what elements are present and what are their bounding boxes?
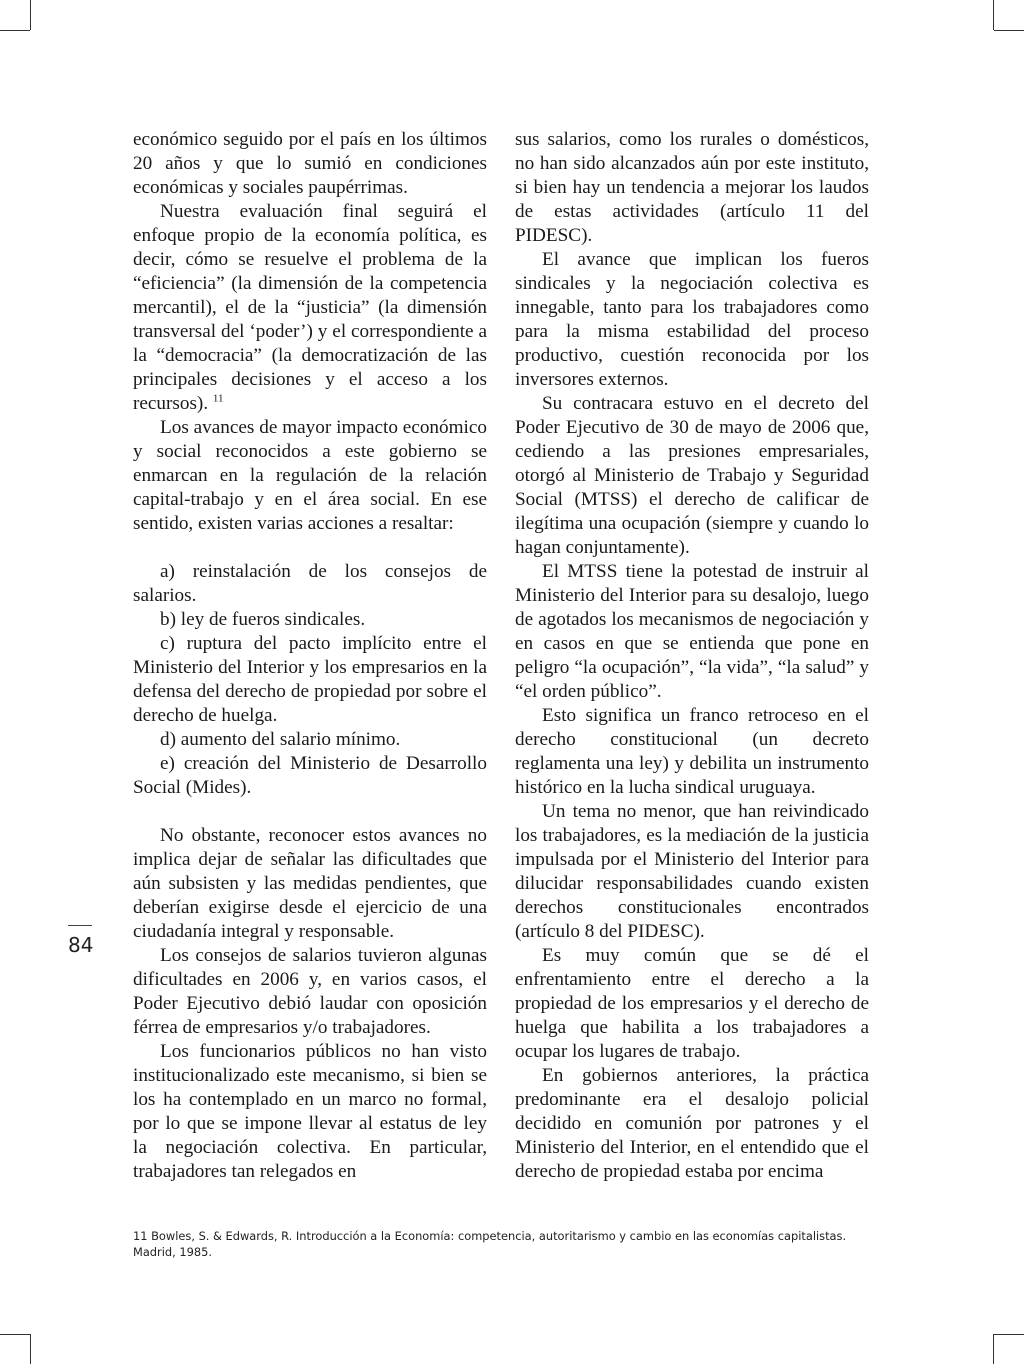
paragraph: Los avances de mayor impacto económico y social reconocidos a este gobierno se enmarcan en la regulación de la relación capital-trabajo y en el área social. En ese sentido, existen varias acciones a resaltar:	[133, 417, 487, 534]
page-number: 84	[68, 933, 94, 957]
paragraph: El avance que implican los fueros sindicales y la negociación colectiva es innegable, tanto para los trabajadores como para la misma estabilidad del proceso productivo, cuestión reconocida por los inversores externos.	[515, 249, 869, 390]
list-item: b) ley de fueros sindicales.	[160, 609, 366, 630]
footnote: 11 Bowles, S. & Edwards, R. Introducción a la Economía: competencia, autoritarismo y cambio en las economías capitalistas. Madrid, 1985.	[133, 1229, 847, 1259]
list-item: c) ruptura del pacto implícito entre el Ministerio del Interior y los empresarios en la defensa del derecho de propiedad por sobre el derecho de huelga.	[133, 633, 487, 726]
crop-mark	[994, 1334, 1024, 1335]
paragraph: Esto significa un franco retroceso en el derecho constitucional (un decreto reglamenta una ley) y debilita un instrumento histórico en la lucha sindical uruguaya.	[515, 705, 869, 798]
paragraph: Los funcionarios públicos no han visto institucionalizado este mecanismo, si bien se los ha contemplado en un marco no formal, por lo que se impone llevar al estatus de ley la negociación colectiva. En particular, trabajadores tan relegados en	[133, 1041, 487, 1182]
paragraph: Su contracara estuvo en el decreto del Poder Ejecutivo de 30 de mayo de 2006 que, cediendo a las presiones empresariales, otorgó al Ministerio de Trabajo y Seguridad Social (MTSS) el derecho de calificar de ilegítima una ocupación (siempre y cuando lo hagan conjuntamente).	[515, 393, 869, 558]
paragraph-text: Nuestra evaluación final seguirá el enfoque propio de la economía política, es decir, cómo se resuelve el problema de la “eficiencia” (la dimensión de la competencia mercantil), el de la “justicia” (la dimensión transversal del ‘poder’) y el correspondiente a la “democracia” (la democratización de las principales decisiones y el acceso a los recursos).	[133, 201, 487, 414]
paragraph: sus salarios, como los rurales o domésticos, no han sido alcanzados aún por este instituto, si bien hay un tendencia a mejorar los laudos de estas actividades (artículo 11 del PIDESC).	[515, 129, 869, 246]
crop-mark	[993, 0, 994, 30]
page-number-rule	[68, 925, 92, 926]
left-column	[133, 128, 487, 1184]
paragraph	[133, 200, 487, 416]
paragraph: Es muy común que se dé el enfrentamiento entre el derecho a la propiedad de los empresarios y el derecho de huelga que habilita a los trabajadores a ocupar los lugares de trabajo.	[515, 945, 869, 1062]
paragraph: No obstante, reconocer estos avances no implica dejar de señalar las dificultades que aún subsisten y las medidas pendientes, que deberían exigirse desde el ejercicio de una ciudadanía integral y responsable.	[133, 825, 487, 942]
paragraph: Los consejos de salarios tuvieron algunas dificultades en 2006 y, en varios casos, el Poder Ejecutivo debió laudar con oposición férrea de empresarios y/o trabajadores.	[133, 945, 487, 1038]
list-item: a) reinstalación de los consejos de salarios.	[133, 561, 487, 606]
crop-mark	[993, 1334, 994, 1364]
crop-mark	[0, 1334, 30, 1335]
list-item: d) aumento del salario mínimo.	[160, 729, 401, 750]
paragraph: El MTSS tiene la potestad de instruir al Ministerio del Interior para su desalojo, luego de agotados los mecanismos de negociación y en casos en que se entienda que pone en peligro “la ocupación”, “la vida”, “la salud” y “el orden público”.	[515, 561, 869, 702]
crop-mark	[994, 30, 1024, 31]
paragraph: económico seguido por el país en los últimos 20 años y que lo sumió en condiciones económicas y sociales paupérrimas.	[133, 129, 487, 198]
crop-mark	[30, 1334, 31, 1364]
footnote-reference[interactable]: 11	[212, 392, 224, 405]
crop-mark	[30, 0, 31, 30]
paragraph: Un tema no menor, que han reivindicado los trabajadores, es la mediación de la justicia impulsada por el Ministerio del Interior para dilucidar responsabilidades cuando existen derechos constitucionales encontrados (artículo 8 del PIDESC).	[515, 801, 869, 942]
right-column	[515, 128, 869, 1184]
paragraph: En gobiernos anteriores, la práctica predominante era el desalojo policial decidido en comunión por patrones y el Ministerio del Interior, en el entendido que el derecho de propiedad estaba por encima	[515, 1065, 869, 1182]
list-item: e) creación del Ministerio de Desarrollo Social (Mides).	[133, 753, 487, 798]
crop-mark	[0, 30, 30, 31]
